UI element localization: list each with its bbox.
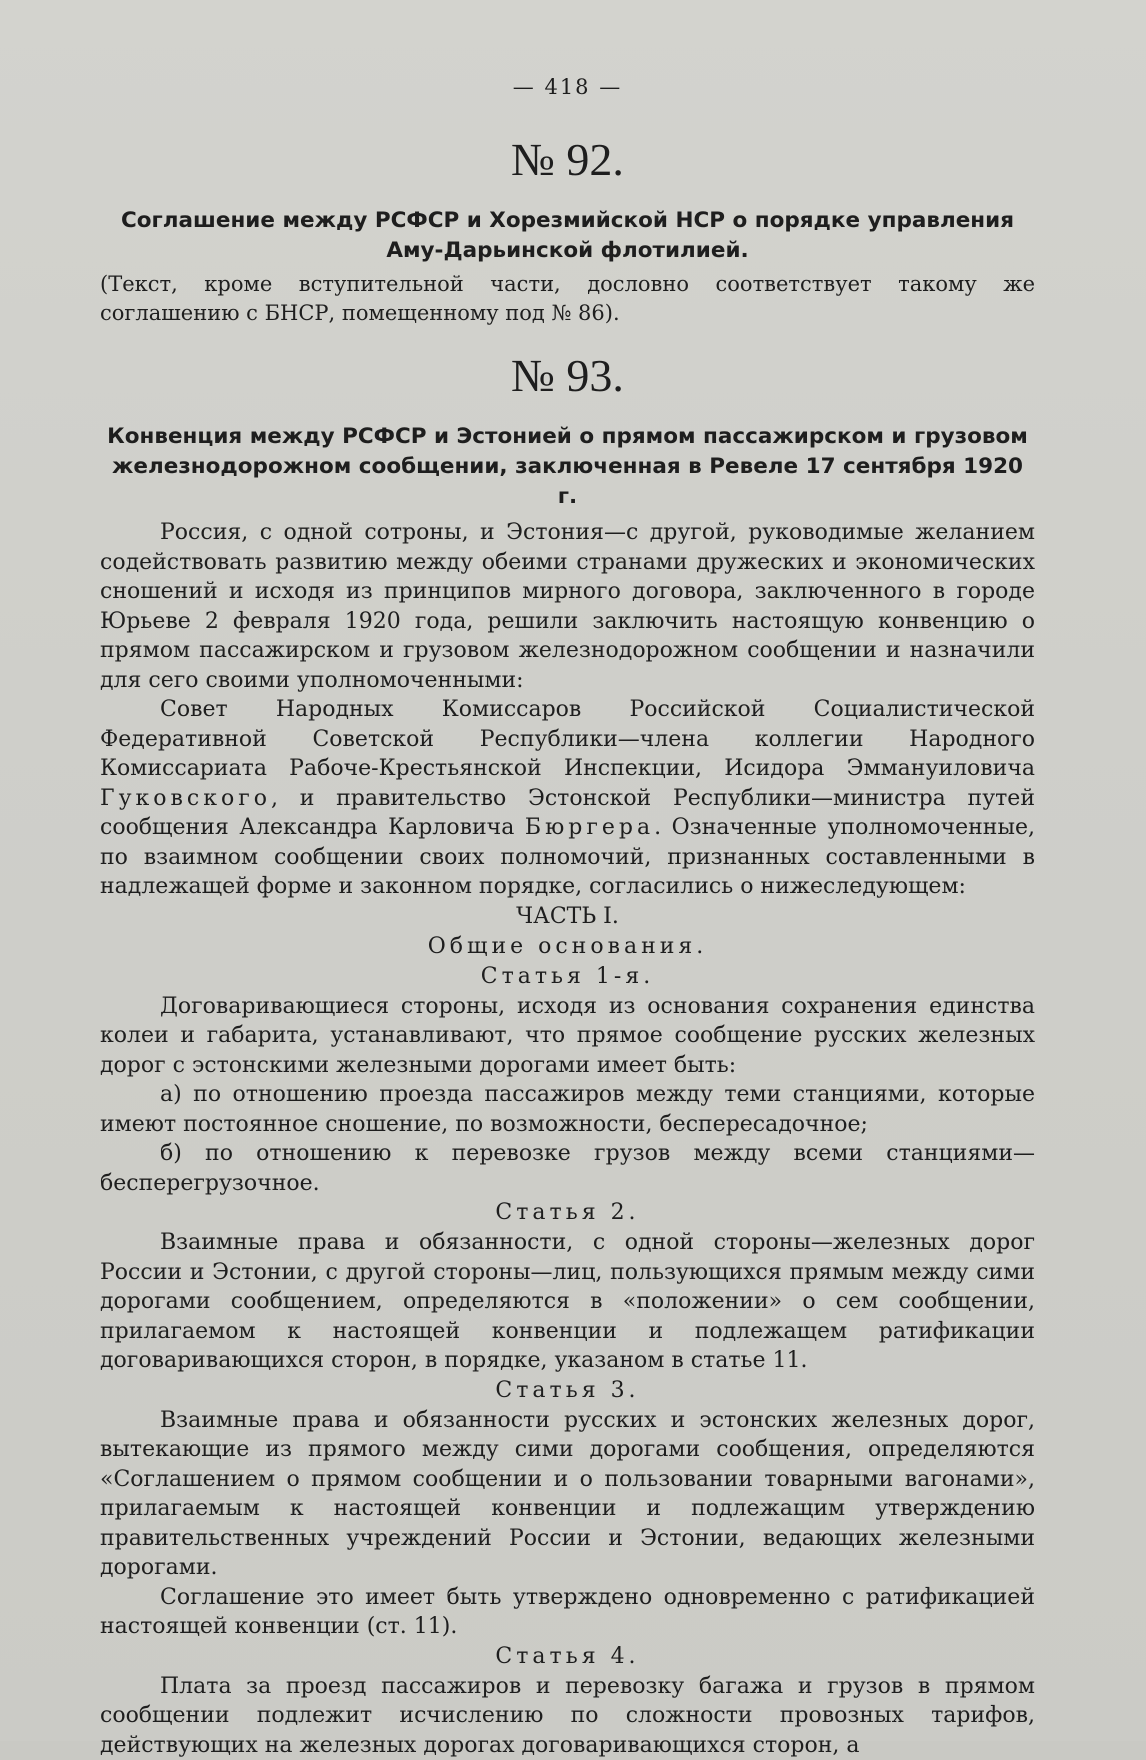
name-burger: Бюргера xyxy=(525,815,654,840)
article-3-heading: Статья 3. xyxy=(100,1376,1035,1406)
article-1-paragraph-1: Договаривающиеся стороны, исходя из основания сохранения единства колеи и габарита, устанавливают, что прямое сообщение русских железных дорог с эстонскими железными дорогами имеет быть: xyxy=(100,992,1035,1081)
preamble-text-c: . Означенные уполномоченные, по взаимном сообщении своих полномочий, признанных составленными в надлежащей форме и законном порядке, согласились о нижеследующем: xyxy=(100,815,1035,899)
doc-93-number: № 93. xyxy=(100,348,1035,404)
preamble-text-b: , и правительство Эстонской Республики—министра путей сообщения Александра Карловича xyxy=(100,786,1035,841)
article-4-heading: Статья 4. xyxy=(100,1642,1035,1672)
doc-92-note: (Текст, кроме вступительной части, дословно соответствует такому же соглашению с БНСР, помещенному под № 86). xyxy=(100,270,1035,328)
part-heading: ЧАСТЬ I. xyxy=(100,902,1035,932)
doc-92-title: Соглашение между РСФСР и Хорезмийской НСР о порядке управления Аму-Дарьинской флотилией. xyxy=(100,206,1035,266)
article-1-heading: Статья 1-я. xyxy=(100,962,1035,992)
article-2-paragraph-1: Взаимные права и обязанности, с одной стороны—железных дорог России и Эстонии, с другой стороны—лиц, пользующихся прямым между сими дорогами сообщением, определяются в «положении» о сем сообщении, прилагаемом к настоящей конвенции и подлежащем ратификации договаривающихся сторон, в порядке, указаном в статье 11. xyxy=(100,1228,1035,1376)
article-2-heading: Статья 2. xyxy=(100,1198,1035,1228)
preamble-paragraph-1: Россия, с одной сотроны, и Эстония—с другой, руководимые желанием содействовать развитию между обеими странами дружеских и экономических сношений и исходя из принципов мирного договора, заключенного в городе Юрьеве 2 февраля 1920 года, решили заключить настоящую конвенцию о прямом пассажирском и грузовом железнодорожном сообщении и назначили для сего своими уполномоченными: xyxy=(100,518,1035,695)
article-1-paragraph-2: а) по отношению проезда пассажиров между теми станциями, которые имеют постоянное сношение, по возможности, беспересадочное; xyxy=(100,1080,1035,1139)
name-gukovsky: Гуковского xyxy=(100,786,271,811)
page-content xyxy=(100,72,1035,1760)
page-number: — 418 — xyxy=(100,72,1035,102)
article-1-paragraph-3: б) по отношению к перевозке грузов между всеми станциями—бесперегрузочное. xyxy=(100,1139,1035,1198)
doc-92-number: № 92. xyxy=(100,132,1035,188)
preamble-paragraph-2 xyxy=(100,695,1035,902)
article-3-paragraph-2: Соглашение это имеет быть утверждено одновременно с ратификацией настоящей конвенции (ст. 11). xyxy=(100,1583,1035,1642)
article-4-paragraph-1: Плата за проезд пассажиров и перевозку багажа и грузов в прямом сообщении подлежит исчислению по сложности провозных тарифов, действующих на железных дорогах договаривающихся сторон, а xyxy=(100,1672,1035,1760)
preamble-text-a: Совет Народных Комиссаров Российской Социалистической Федеративной Советской Республики—члена коллегии Народного Комиссариата Рабоче-Крестьянской Инспекции, Исидора Эммануиловича xyxy=(100,697,1035,781)
part-subheading: Общие основания. xyxy=(100,932,1035,962)
doc-93-title: Конвенция между РСФСР и Эстонией о прямом пассажирском и грузовом железнодорожном сообщении, заключенная в Ревеле 17 сентября 1920 г. xyxy=(100,422,1035,512)
article-3-paragraph-1: Взаимные права и обязанности русских и эстонских железных дорог, вытекающие из прямого между сими дорогами сообщения, определяются «Соглашением о прямом сообщении и о пользовании товарными вагонами», прилагаемым к настоящей конвенции и подлежащим утверждению правительственных учреждений России и Эстонии, ведающих железными дорогами. xyxy=(100,1406,1035,1583)
